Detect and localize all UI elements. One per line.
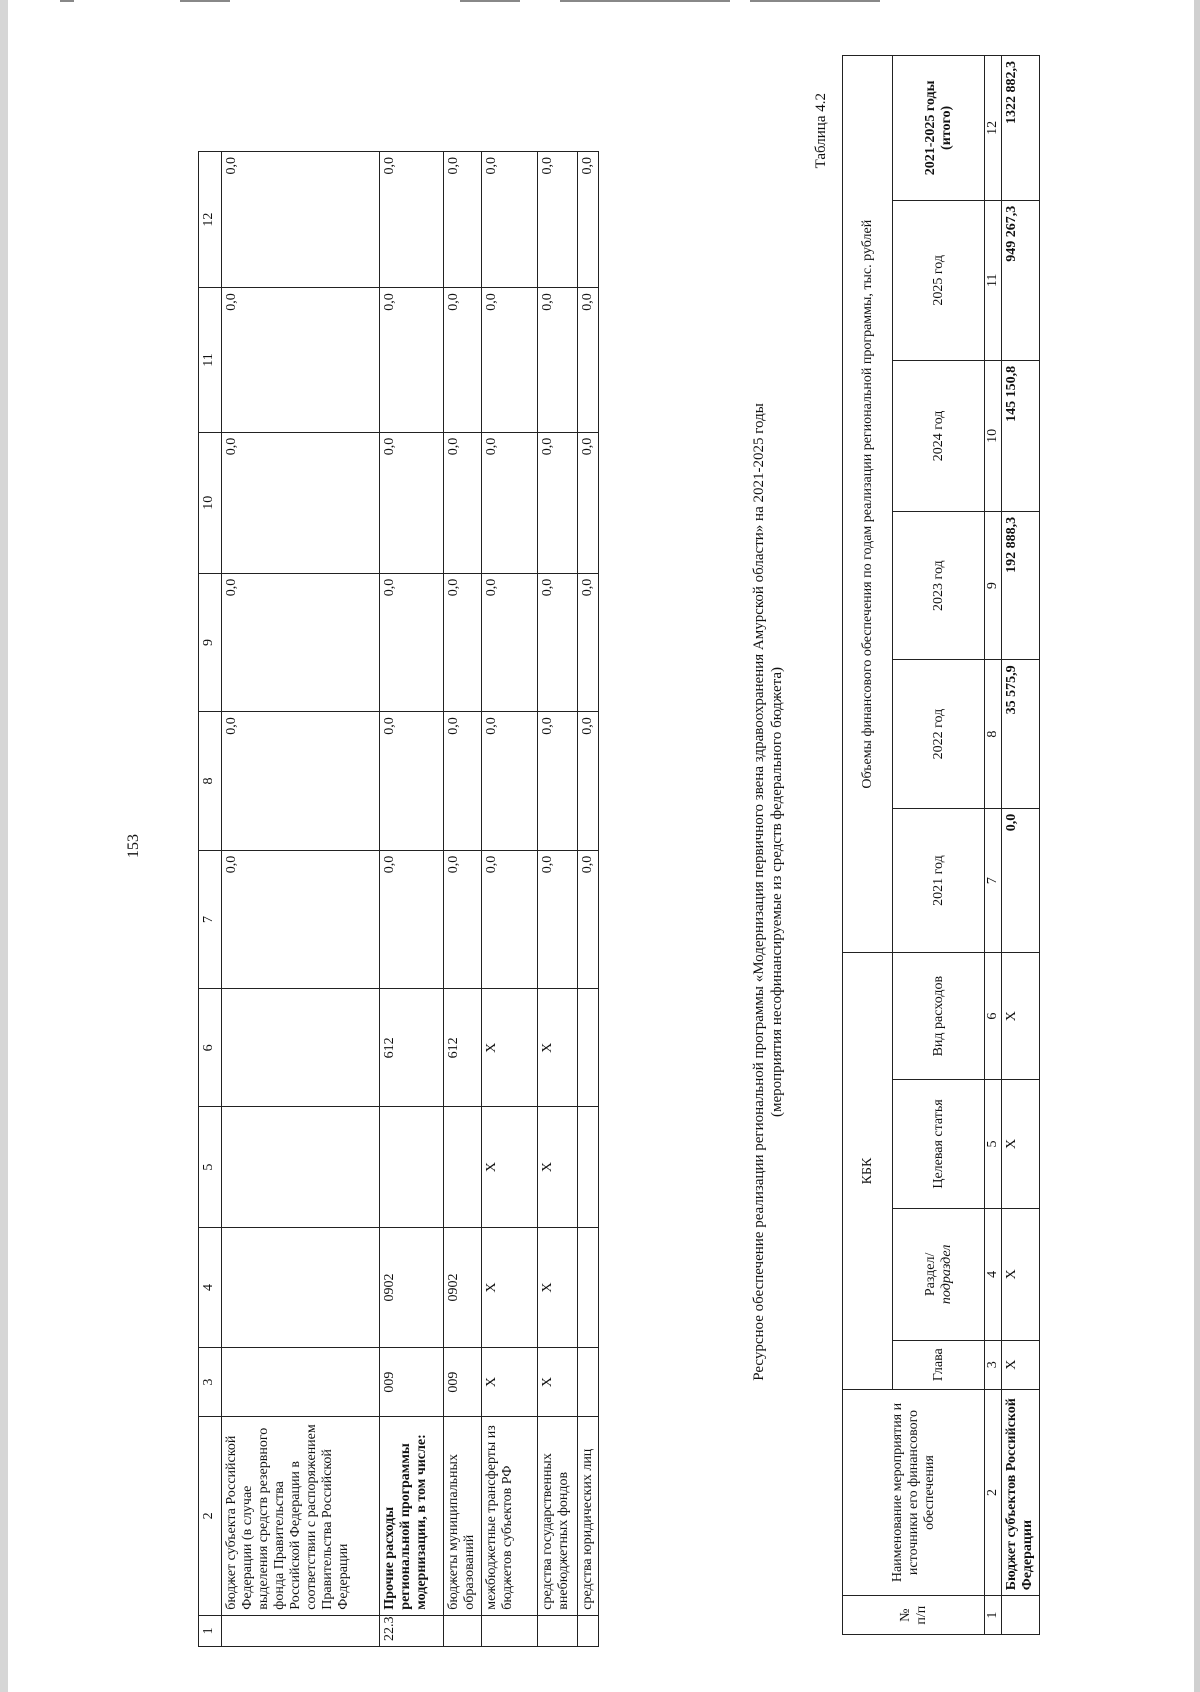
cell-celevaya bbox=[380, 1107, 444, 1227]
col-number: 1 bbox=[199, 1615, 222, 1646]
header-vid: Вид расходов bbox=[893, 953, 985, 1080]
cell-value-total: 1322 882,3 bbox=[1002, 56, 1040, 201]
table-row bbox=[222, 152, 380, 1647]
col-number: 12 bbox=[985, 56, 1002, 201]
header-name: Наименование мероприятия и источники его финансового обеспечения bbox=[843, 1389, 985, 1596]
col-number: 1 bbox=[985, 1596, 1002, 1635]
col-number: 4 bbox=[199, 1227, 222, 1347]
cell-value: 0,0 bbox=[482, 712, 538, 851]
cell-value: 0,0 bbox=[482, 152, 538, 288]
table-4-2-title bbox=[750, 182, 786, 1602]
table-header-row bbox=[199, 152, 222, 1647]
cell-value: 0,0 bbox=[444, 152, 482, 288]
cell-value: 0,0 bbox=[538, 432, 578, 573]
cell-value: 0,0 bbox=[538, 288, 578, 433]
cell-glava bbox=[578, 1348, 599, 1417]
cell-vid bbox=[222, 989, 380, 1107]
col-number: 12 bbox=[199, 152, 222, 288]
cell-value: 0,0 bbox=[222, 573, 380, 712]
header-year: 2023 год bbox=[893, 511, 985, 659]
table-label: Таблица 4.2 bbox=[813, 93, 829, 169]
row-num: 22.3 bbox=[380, 1615, 444, 1646]
cell-celevaya: X bbox=[538, 1107, 578, 1227]
cell-value: 0,0 bbox=[222, 712, 380, 851]
cell-value: 0,0 bbox=[444, 712, 482, 851]
cell-value: 0,0 bbox=[578, 288, 599, 433]
cell-value: 0,0 bbox=[538, 573, 578, 712]
cell-value: 0,0 bbox=[444, 573, 482, 712]
header-kbk: КБК bbox=[843, 953, 893, 1389]
cell-value: 0,0 bbox=[380, 432, 444, 573]
col-number: 10 bbox=[985, 360, 1002, 511]
cell-glava: X bbox=[1002, 1340, 1040, 1389]
column-number-row bbox=[985, 56, 1002, 1635]
row-name: Бюджет субъектов Российской Федерации bbox=[1002, 1389, 1040, 1596]
cell-value: 0,0 bbox=[380, 152, 444, 288]
col-number: 7 bbox=[985, 808, 1002, 953]
row-num bbox=[578, 1615, 599, 1646]
table-row bbox=[1002, 56, 1040, 1635]
col-number: 9 bbox=[199, 573, 222, 712]
col-number: 5 bbox=[985, 1079, 1002, 1208]
title-line-1: Ресурсное обеспечение реализации региональной программы «Модернизация первичного звена здравоохранения Амурской области» на 2021-2025 годы bbox=[751, 403, 767, 1381]
col-number: 2 bbox=[985, 1389, 1002, 1596]
cell-celevaya bbox=[444, 1107, 482, 1227]
cell-value: 0,0 bbox=[444, 850, 482, 989]
header-razdel-line2: подраздел bbox=[938, 1244, 954, 1305]
col-number: 3 bbox=[199, 1348, 222, 1417]
header-volumes: Объемы финансового обеспечения по годам реализации региональной программы, тыс. рублей bbox=[843, 56, 893, 953]
cell-value: 0,0 bbox=[380, 712, 444, 851]
cell-value: 0,0 bbox=[380, 288, 444, 433]
cell-razdel: X bbox=[482, 1227, 538, 1347]
cell-razdel: X bbox=[1002, 1209, 1040, 1341]
header-razdel bbox=[893, 1209, 985, 1341]
row-name: бюджет субъекта Российской Федерации (в случае выделения средств резервного фонда Правительства Российской Федерации в соответствии с распоряжением Правительства Российской Федерации bbox=[222, 1416, 380, 1615]
cell-value: 0,0 bbox=[222, 850, 380, 989]
cell-vid: X bbox=[538, 989, 578, 1107]
row-name: бюджеты муниципальных образований bbox=[444, 1416, 482, 1615]
col-number: 11 bbox=[985, 200, 1002, 360]
col-number: 8 bbox=[199, 712, 222, 851]
cell-value: 0,0 bbox=[578, 432, 599, 573]
resource-table-4-2 bbox=[842, 55, 1040, 1635]
cell-celevaya: X bbox=[482, 1107, 538, 1227]
cell-vid bbox=[578, 989, 599, 1107]
cell-glava: X bbox=[482, 1348, 538, 1417]
row-num bbox=[444, 1615, 482, 1646]
cell-value: 0,0 bbox=[538, 850, 578, 989]
cell-value: 35 575,9 bbox=[1002, 660, 1040, 808]
table-row bbox=[444, 152, 482, 1647]
row-num bbox=[1002, 1596, 1040, 1635]
col-number: 6 bbox=[985, 953, 1002, 1080]
row-num bbox=[222, 1615, 380, 1646]
header-num: № п/п bbox=[843, 1596, 985, 1635]
cell-celevaya bbox=[222, 1107, 380, 1227]
cell-value: 0,0 bbox=[482, 850, 538, 989]
cell-razdel: X bbox=[538, 1227, 578, 1347]
cell-vid: X bbox=[1002, 953, 1040, 1080]
cell-razdel bbox=[222, 1227, 380, 1347]
cell-value: 0,0 bbox=[578, 850, 599, 989]
cell-vid: 612 bbox=[444, 989, 482, 1107]
table-row bbox=[482, 152, 538, 1647]
cell-value: 145 150,8 bbox=[1002, 360, 1040, 511]
row-name: средства государственных внебюджетных фондов bbox=[538, 1416, 578, 1615]
cell-glava: 009 bbox=[380, 1348, 444, 1417]
cell-vid: X bbox=[482, 989, 538, 1107]
cell-value: 0,0 bbox=[380, 573, 444, 712]
header-year: 2025 год bbox=[893, 200, 985, 360]
cell-vid: 612 bbox=[380, 989, 444, 1107]
cell-value: 0,0 bbox=[578, 573, 599, 712]
col-number: 10 bbox=[199, 432, 222, 573]
cell-value: 0,0 bbox=[538, 712, 578, 851]
header-total: 2021-2025 годы (итого) bbox=[893, 56, 985, 201]
cell-value: 192 888,3 bbox=[1002, 511, 1040, 659]
cell-value: 0,0 bbox=[578, 712, 599, 851]
table-row bbox=[538, 152, 578, 1647]
header-year: 2021 год bbox=[893, 808, 985, 953]
cell-razdel bbox=[578, 1227, 599, 1347]
cell-razdel: 0902 bbox=[380, 1227, 444, 1347]
cell-value: 0,0 bbox=[222, 432, 380, 573]
header-glava: Глава bbox=[893, 1340, 985, 1389]
cell-value: 0,0 bbox=[222, 152, 380, 288]
col-number: 7 bbox=[199, 850, 222, 989]
col-number: 9 bbox=[985, 511, 1002, 659]
page-number: 153 bbox=[125, 834, 142, 858]
cell-value: 0,0 bbox=[444, 432, 482, 573]
table-header-row bbox=[843, 56, 893, 1635]
cell-value: 0,0 bbox=[444, 288, 482, 433]
cell-value: 0,0 bbox=[538, 152, 578, 288]
header-celevaya: Целевая статья bbox=[893, 1079, 985, 1208]
row-num bbox=[482, 1615, 538, 1646]
cell-value: 0,0 bbox=[482, 288, 538, 433]
cell-celevaya bbox=[578, 1107, 599, 1227]
cell-glava: X bbox=[538, 1348, 578, 1417]
table-row bbox=[578, 152, 599, 1647]
header-year: 2022 год bbox=[893, 660, 985, 808]
col-number: 4 bbox=[985, 1209, 1002, 1341]
table-row bbox=[380, 152, 444, 1647]
col-number: 6 bbox=[199, 989, 222, 1107]
header-year: 2024 год bbox=[893, 360, 985, 511]
cell-value: 0,0 bbox=[482, 432, 538, 573]
cell-value: 0,0 bbox=[578, 152, 599, 288]
col-number: 11 bbox=[199, 288, 222, 433]
cell-value: 0,0 bbox=[380, 850, 444, 989]
cell-celevaya: X bbox=[1002, 1079, 1040, 1208]
cell-glava: 009 bbox=[444, 1348, 482, 1417]
cell-value: 0,0 bbox=[222, 288, 380, 433]
cell-glava bbox=[222, 1348, 380, 1417]
cell-value: 0,0 bbox=[1002, 808, 1040, 953]
budget-table-continued bbox=[198, 151, 599, 1647]
title-line-2: (мероприятия несофинансируемые из средств федерального бюджета) bbox=[769, 667, 785, 1117]
col-number: 3 bbox=[985, 1340, 1002, 1389]
cell-value: 0,0 bbox=[482, 573, 538, 712]
col-number: 5 bbox=[199, 1107, 222, 1227]
cell-value: 949 267,3 bbox=[1002, 200, 1040, 360]
header-razdel-line1: Раздел/ bbox=[922, 1252, 938, 1297]
row-name: межбюджетные трансферты из бюджетов субъектов РФ bbox=[482, 1416, 538, 1615]
row-name: Прочие расходы региональной программы модернизации, в том числе: bbox=[380, 1416, 444, 1615]
cell-razdel: 0902 bbox=[444, 1227, 482, 1347]
row-name: средства юридических лиц bbox=[578, 1416, 599, 1615]
row-num bbox=[538, 1615, 578, 1646]
col-number: 8 bbox=[985, 660, 1002, 808]
col-number: 2 bbox=[199, 1416, 222, 1615]
